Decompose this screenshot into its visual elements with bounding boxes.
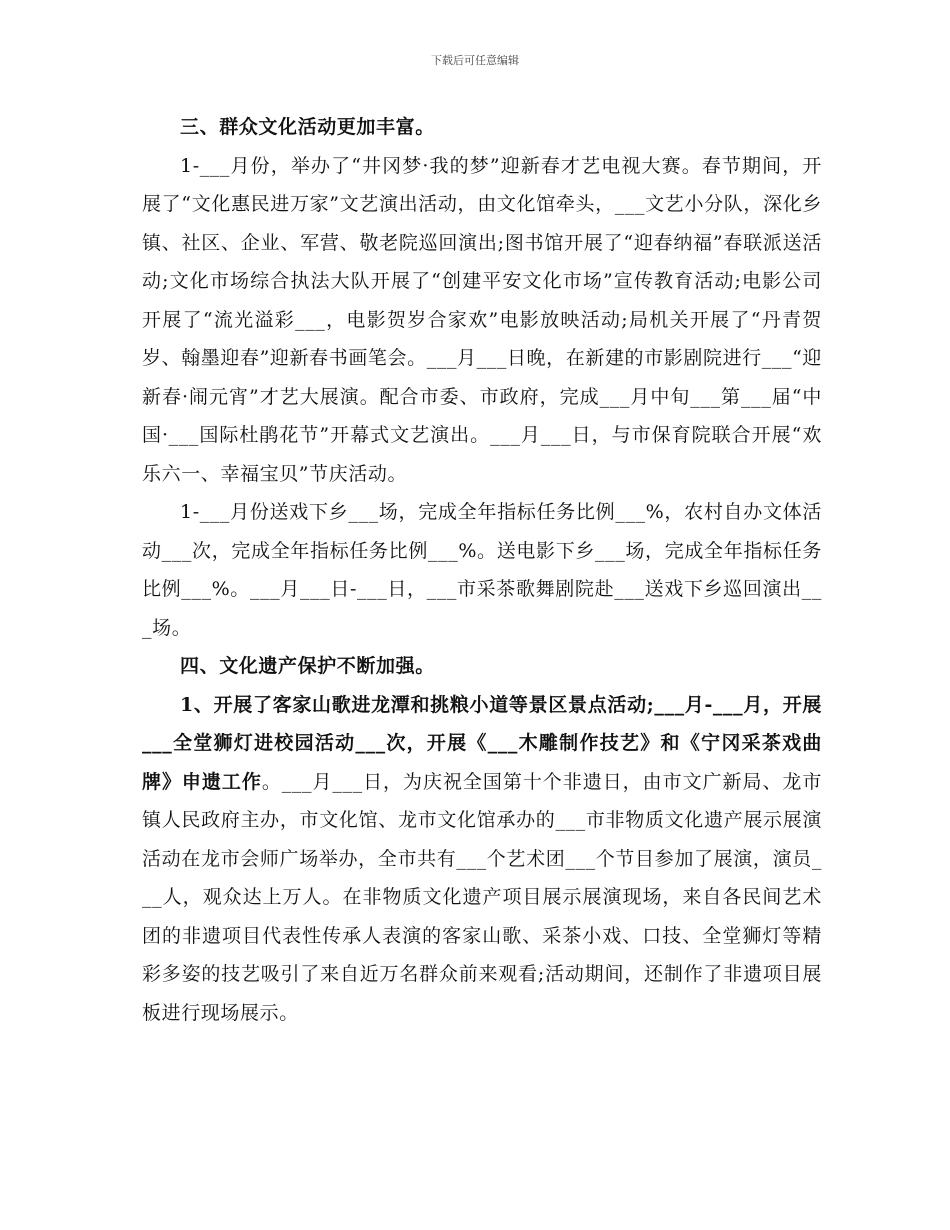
paragraph-heritage-body: 。___月___日，为庆祝全国第十个非遗日，由市文广新局、龙市镇人民政府主办，市文化馆、龙市文化馆承办的___市非物质文化遗产展示展演活动在龙市会师广场举办，全市共有___个艺术团___个节目参加了展演，演员___人，观众达上万人。在非物质文化遗产项目展示展演现场，来自各民间艺术团的非遗项目代表性传承人表演的客家山歌、采茶小戏、口技、全堂狮灯等精彩多姿的技艺吸引了来自近万名群众前来观看;活动期间，还制作了非遗项目展板进行现场展示。 <box>142 770 822 1024</box>
section-heading-4: 四、文化遗产保护不断加强。 <box>180 655 435 677</box>
document-body <box>142 108 822 1032</box>
paragraph-heritage-lead: 1、开展了客家山歌进龙潭和挑粮小道等景区景点活动;___月-___月，开展___全堂狮灯进校园活动___次，开展《___木雕制作技艺》和《宁冈采茶戏曲牌》申遗工作 <box>142 693 822 793</box>
paragraph-statistics: 1-___月份送戏下乡___场，完成全年指标任务比例___%，农村自办文体活动___次，完成全年指标任务比例___%。送电影下乡___场，完成全年指标任务比例___%。___月___日-___日，___市采茶歌舞剧院赴___送戏下乡巡回演出___场。 <box>142 501 822 639</box>
section-heading-3: 三、群众文化活动更加丰富。 <box>180 116 435 138</box>
paragraph-heritage <box>142 686 822 1033</box>
paragraph-activities: 1-___月份，举办了“井冈梦·我的梦”迎新春才艺电视大赛。春节期间，开展了“文化惠民进万家”文艺演出活动，由文化馆牵头，___文艺小分队，深化乡镇、社区、企业、军营、敬老院巡回演出;图书馆开展了“迎春纳福”春联派送活动;文化市场综合执法大队开展了“创建平安文化市场”宣传教育活动;电影公司开展了“流光溢彩___，电影贺岁合家欢”电影放映活动;局机关开展了“丹青贺岁、翰墨迎春”迎新春书画笔会。___月___日晚，在新建的市影剧院进行___“迎新春·闹元宵”才艺大展演。配合市委、市政府，完成___月中旬___第___届“中国·___国际杜鹃花节”开幕式文艺演出。___月___日，与市保育院联合开展“欢乐六一、幸福宝贝”节庆活动。 <box>142 154 822 485</box>
page-header: 下载后可任意编辑 <box>431 54 519 67</box>
